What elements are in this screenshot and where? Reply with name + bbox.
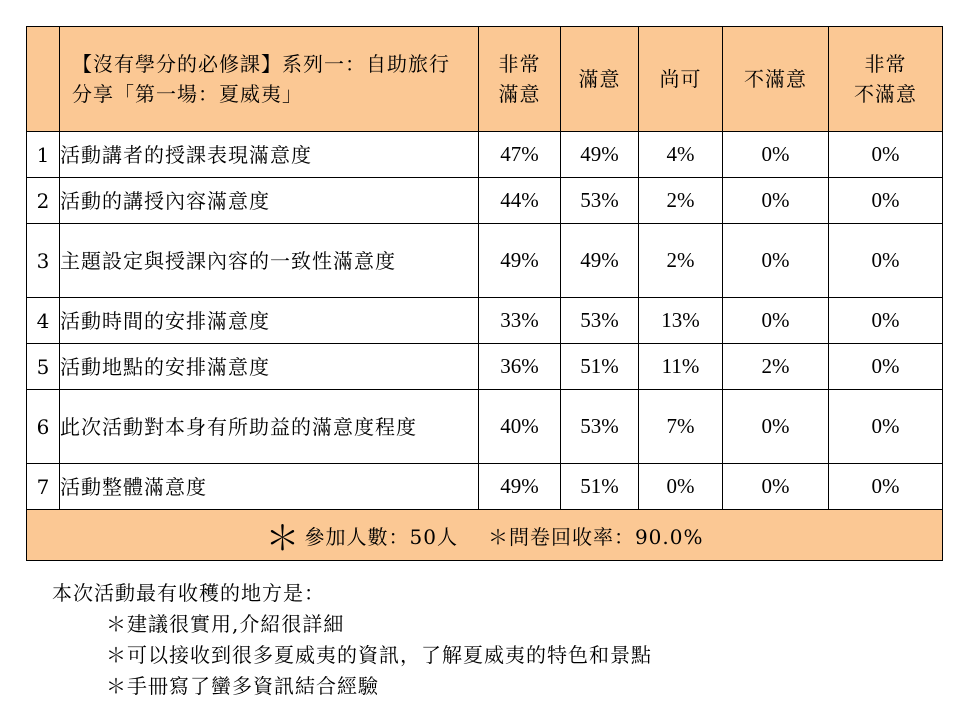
row-number: 3 (27, 224, 60, 298)
cell-dissatisfied: 0% (723, 178, 829, 224)
table-row (27, 298, 943, 344)
cell-very-satisfied: 49% (479, 224, 561, 298)
cell-satisfied: 49% (561, 224, 639, 298)
cell-dissatisfied: 0% (723, 464, 829, 510)
table-row (27, 344, 943, 390)
cell-satisfied: 53% (561, 298, 639, 344)
cell-neutral: 2% (639, 178, 723, 224)
cell-neutral: 11% (639, 344, 723, 390)
header-index-cell (27, 27, 60, 132)
cell-dissatisfied: 0% (723, 390, 829, 464)
cell-very-satisfied: 36% (479, 344, 561, 390)
row-number: 7 (27, 464, 60, 510)
cell-very-dissatisfied: 0% (829, 298, 943, 344)
summary-row (27, 510, 943, 561)
response-rate: ＊問卷回收率：90.0% (487, 524, 704, 549)
participants-count: 參加人數：50人 (304, 524, 458, 549)
cell-very-satisfied: 40% (479, 390, 561, 464)
cell-satisfied: 51% (561, 344, 639, 390)
row-item: 活動講者的授課表現滿意度 (60, 132, 479, 178)
row-item: 主題設定與授課內容的一致性滿意度 (60, 224, 479, 298)
cell-very-dissatisfied: 0% (829, 464, 943, 510)
header-neutral: 尚可 (639, 27, 723, 132)
cell-neutral: 13% (639, 298, 723, 344)
note-item: ＊可以接收到很多夏威夷的資訊，了解夏威夷的特色和景點 (106, 643, 652, 667)
header-very-dissatisfied: 非常 不滿意 (829, 27, 943, 132)
table-row (27, 132, 943, 178)
table-row (27, 224, 943, 298)
cell-satisfied: 51% (561, 464, 639, 510)
table-row (27, 390, 943, 464)
cell-dissatisfied: 0% (723, 132, 829, 178)
row-item: 活動整體滿意度 (60, 464, 479, 510)
star-mark: ＊ (265, 518, 301, 559)
cell-dissatisfied: 0% (723, 224, 829, 298)
cell-very-satisfied: 49% (479, 464, 561, 510)
cell-neutral: 2% (639, 224, 723, 298)
cell-very-dissatisfied: 0% (829, 390, 943, 464)
header-dissatisfied: 不滿意 (723, 27, 829, 132)
cell-satisfied: 53% (561, 390, 639, 464)
cell-neutral: 0% (639, 464, 723, 510)
feedback-notes (52, 578, 652, 702)
cell-dissatisfied: 2% (723, 344, 829, 390)
row-item: 活動地點的安排滿意度 (60, 344, 479, 390)
cell-very-satisfied: 44% (479, 178, 561, 224)
cell-very-satisfied: 33% (479, 298, 561, 344)
cell-satisfied: 49% (561, 132, 639, 178)
row-number: 5 (27, 344, 60, 390)
row-number: 4 (27, 298, 60, 344)
cell-very-dissatisfied: 0% (829, 344, 943, 390)
row-number: 2 (27, 178, 60, 224)
cell-neutral: 7% (639, 390, 723, 464)
header-very-satisfied: 非常 滿意 (479, 27, 561, 132)
row-item: 此次活動對本身有所助益的滿意度程度 (60, 390, 479, 464)
table-header-row (27, 27, 943, 132)
table-row (27, 178, 943, 224)
cell-very-dissatisfied: 0% (829, 224, 943, 298)
row-item: 活動的講授內容滿意度 (60, 178, 479, 224)
summary-cell (27, 510, 943, 561)
row-item: 活動時間的安排滿意度 (60, 298, 479, 344)
cell-dissatisfied: 0% (723, 298, 829, 344)
cell-very-satisfied: 47% (479, 132, 561, 178)
event-title: 【沒有學分的必修課】系列一：自助旅行分享「第一場：夏威夷」 (60, 27, 479, 132)
note-item: ＊手冊寫了蠻多資訊結合經驗 (106, 674, 379, 698)
cell-very-dissatisfied: 0% (829, 178, 943, 224)
table-row (27, 464, 943, 510)
note-item: ＊建議很實用,介紹很詳細 (106, 612, 345, 636)
row-number: 1 (27, 132, 60, 178)
cell-neutral: 4% (639, 132, 723, 178)
cell-very-dissatisfied: 0% (829, 132, 943, 178)
cell-satisfied: 53% (561, 178, 639, 224)
row-number: 6 (27, 390, 60, 464)
notes-heading: 本次活動最有收穫的地方是： (52, 581, 325, 605)
header-satisfied: 滿意 (561, 27, 639, 132)
satisfaction-table (26, 26, 943, 561)
